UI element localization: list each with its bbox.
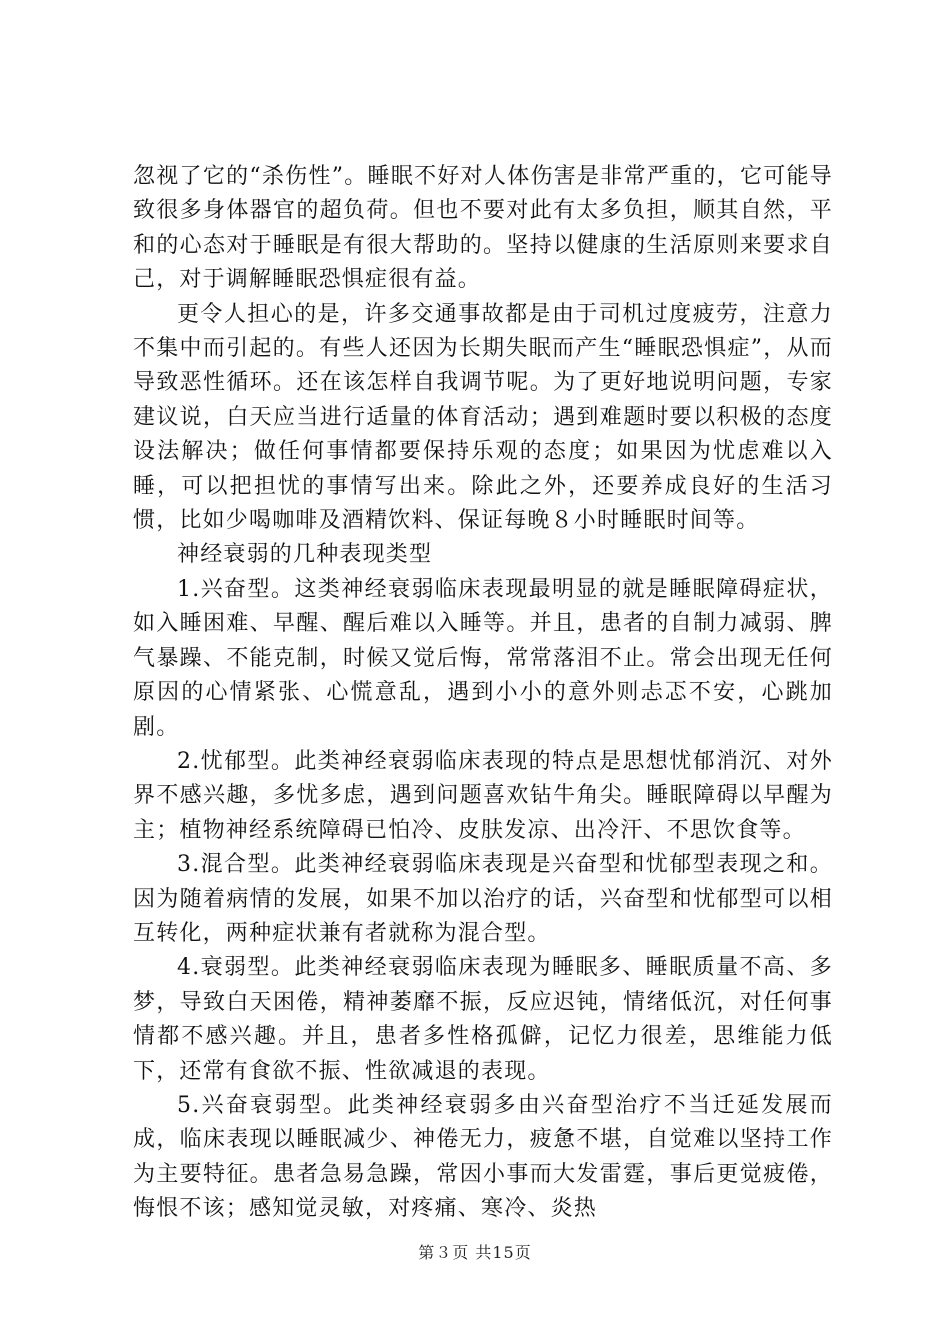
section-heading: 神经衰弱的几种表现类型 bbox=[177, 542, 433, 568]
paragraph-sleep-advice: 更令人担心的是，许多交通事故都是由于司机过度疲劳，注意力不集中而引起的。有些人还因为长期失眠而产生“睡眠恐惧症”，从而导致恶性循环。还在该怎样自我调节呢。为了更好地说明问题，专家建议说，白天应当进行适量的体育活动；遇到难题时要以积极的态度设法解决；做任何事情都要保持乐观的态度；如果因为忧虑难以入睡，可以把担忧的事情写出来。除此之外，还要养成良好的生活习惯，比如少喝咖啡及酒精饮料、保证每晚８小时睡眠时间等。 bbox=[133, 301, 833, 534]
list-item-excitable-type: 1.兴奋型。这类神经衰弱临床表现最明显的就是睡眠障碍症状，如入睡困难、早醒、醒后难以入睡等。并且，患者的自制力减弱、脾气暴躁、不能克制，时候又觉后悔，常常落泪不止。常会出现无任何原因的心情紧张、心慌意乱，遇到小小的意外则忐忑不安，心跳加剧。 bbox=[133, 576, 833, 740]
paragraph-continuation: 忽视了它的“杀伤性”。睡眠不好对人体伤害是非常严重的，它可能导致很多身体器官的超负荷。但也不要对此有太多负担，顺其自然，平和的心态对于睡眠是有很大帮助的。坚持以健康的生活原则来要求自己，对于调解睡眠恐惧症很有益。 bbox=[133, 164, 833, 293]
page-footer: 第３页 共15页 bbox=[418, 1243, 532, 1262]
body-text bbox=[133, 160, 833, 1227]
list-item-excitable-weak-type: 5.兴奋衰弱型。此类神经衰弱多由兴奋型治疗不当迁延发展而成，临床表现以睡眠减少、神倦无力，疲惫不堪，自觉难以坚持工作为主要特征。患者急易急躁，常因小事而大发雷霆，事后更觉疲倦，悔恨不该；感知觉灵敏，对疼痛、寒冷、炎热 bbox=[133, 1092, 833, 1222]
list-item-depressive-type: 2.忧郁型。此类神经衰弱临床表现的特点是思想忧郁消沉、对外界不感兴趣，多忧多虑，遇到问题喜欢钻牛角尖。睡眠障碍以早醒为主；植物神经系统障碍已怕冷、皮肤发凉、出冷汗、不思饮食等。 bbox=[133, 748, 833, 843]
list-item-mixed-type: 3.混合型。此类神经衰弱临床表现是兴奋型和忧郁型表现之和。因为随着病情的发展，如果不加以治疗的话，兴奋型和忧郁型可以相互转化，两种症状兼有者就称为混合型。 bbox=[133, 852, 833, 946]
list-item-weak-type: 4.衰弱型。此类神经衰弱临床表现为睡眠多、睡眠质量不高、多梦，导致白天困倦，精神萎靡不振，反应迟钝，情绪低沉，对任何事情都不感兴趣。并且，患者多性格孤僻，记忆力很差，思维能力低下，还常有食欲不振、性欲减退的表现。 bbox=[133, 955, 833, 1084]
